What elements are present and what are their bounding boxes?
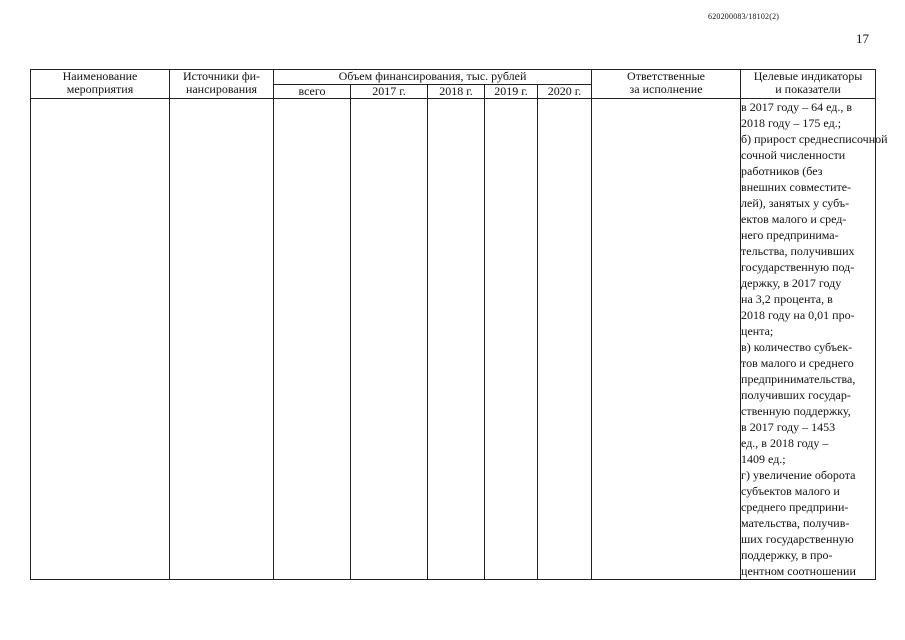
indicator-line: ед., в 2018 году – — [741, 436, 829, 450]
cell-responsible — [592, 99, 741, 580]
indicator-line: в) количество субъек- — [741, 340, 853, 354]
indicator-line: предпринимательства, — [741, 372, 856, 386]
header-2020: 2020 г. — [538, 85, 592, 99]
header-responsible-line1: Ответственные — [627, 69, 705, 83]
indicator-line: среднего предприни- — [741, 500, 849, 514]
header-sources-line1: Источники фи- — [182, 69, 261, 83]
indicator-line: 2018 году на 0,01 про- — [741, 308, 855, 322]
indicator-line: центном соотношении — [741, 564, 856, 578]
indicators-text — [741, 99, 888, 579]
page-number: 17 — [856, 31, 869, 46]
document-code: 620200083/18102(2) — [708, 12, 780, 21]
indicator-line: б) прирост среднесписочной — [741, 132, 888, 146]
indicator-line: субъектов малого и — [741, 484, 840, 498]
indicator-line: внешних совместите- — [741, 180, 852, 194]
cell-total — [274, 99, 351, 580]
indicator-line: ших государственную — [741, 532, 854, 546]
header-sources-line2: нансирования — [185, 82, 258, 96]
indicator-line: в 2017 году – 1453 — [741, 420, 836, 434]
indicator-line: тов малого и среднего — [741, 356, 854, 370]
indicator-line: в 2017 году – 64 ед., в — [741, 100, 853, 114]
indicator-line: тельства, получивших — [741, 244, 855, 258]
header-indicators-line2: и показатели — [775, 82, 841, 96]
cell-indicators — [741, 99, 888, 580]
indicator-line: 1409 ед.; — [741, 452, 786, 466]
header-2019: 2019 г. — [485, 85, 538, 99]
funding-table — [30, 69, 888, 580]
indicator-line: ектов малого и сред- — [741, 212, 847, 226]
cell-2018 — [428, 99, 485, 580]
cell-2019 — [485, 99, 538, 580]
indicator-line: г) увеличение оборота — [741, 468, 856, 482]
header-funding-volume: Объем финансирования, тыс. рублей — [274, 70, 592, 85]
indicator-line: на 3,2 процента, в — [741, 292, 833, 306]
header-2017: 2017 г. — [351, 85, 428, 99]
cell-2020 — [538, 99, 592, 580]
header-responsible — [592, 70, 741, 99]
header-name — [31, 70, 170, 99]
indicator-line: лей), занятых у субъ- — [741, 196, 850, 210]
indicator-line: сочной численности — [741, 148, 846, 162]
header-total: всего — [274, 85, 351, 99]
indicator-line: цента; — [741, 324, 774, 338]
indicator-line: ственную поддержку, — [741, 404, 851, 418]
header-2018: 2018 г. — [428, 85, 485, 99]
indicator-line: получивших государ- — [741, 388, 851, 402]
indicator-line: мательства, получив- — [741, 516, 850, 530]
cell-sources — [170, 99, 274, 580]
header-responsible-line2: за исполнение — [629, 82, 703, 96]
header-indicators — [741, 70, 876, 99]
header-indicators-line1: Целевые индикаторы — [753, 69, 863, 83]
table-row — [31, 99, 876, 580]
indicator-line: держку, в 2017 году — [741, 276, 842, 290]
header-sources — [170, 70, 274, 99]
cell-2017 — [351, 99, 428, 580]
indicator-line: 2018 году – 175 ед.; — [741, 116, 842, 130]
indicator-line: него предпринима- — [741, 228, 839, 242]
indicator-line: поддержку, в про- — [741, 548, 833, 562]
header-name-line1: Наименование — [62, 69, 138, 83]
indicator-line: работников (без — [741, 164, 823, 178]
header-name-line2: мероприятия — [66, 82, 134, 96]
indicator-line: государственную под- — [741, 260, 855, 274]
cell-name — [31, 99, 170, 580]
